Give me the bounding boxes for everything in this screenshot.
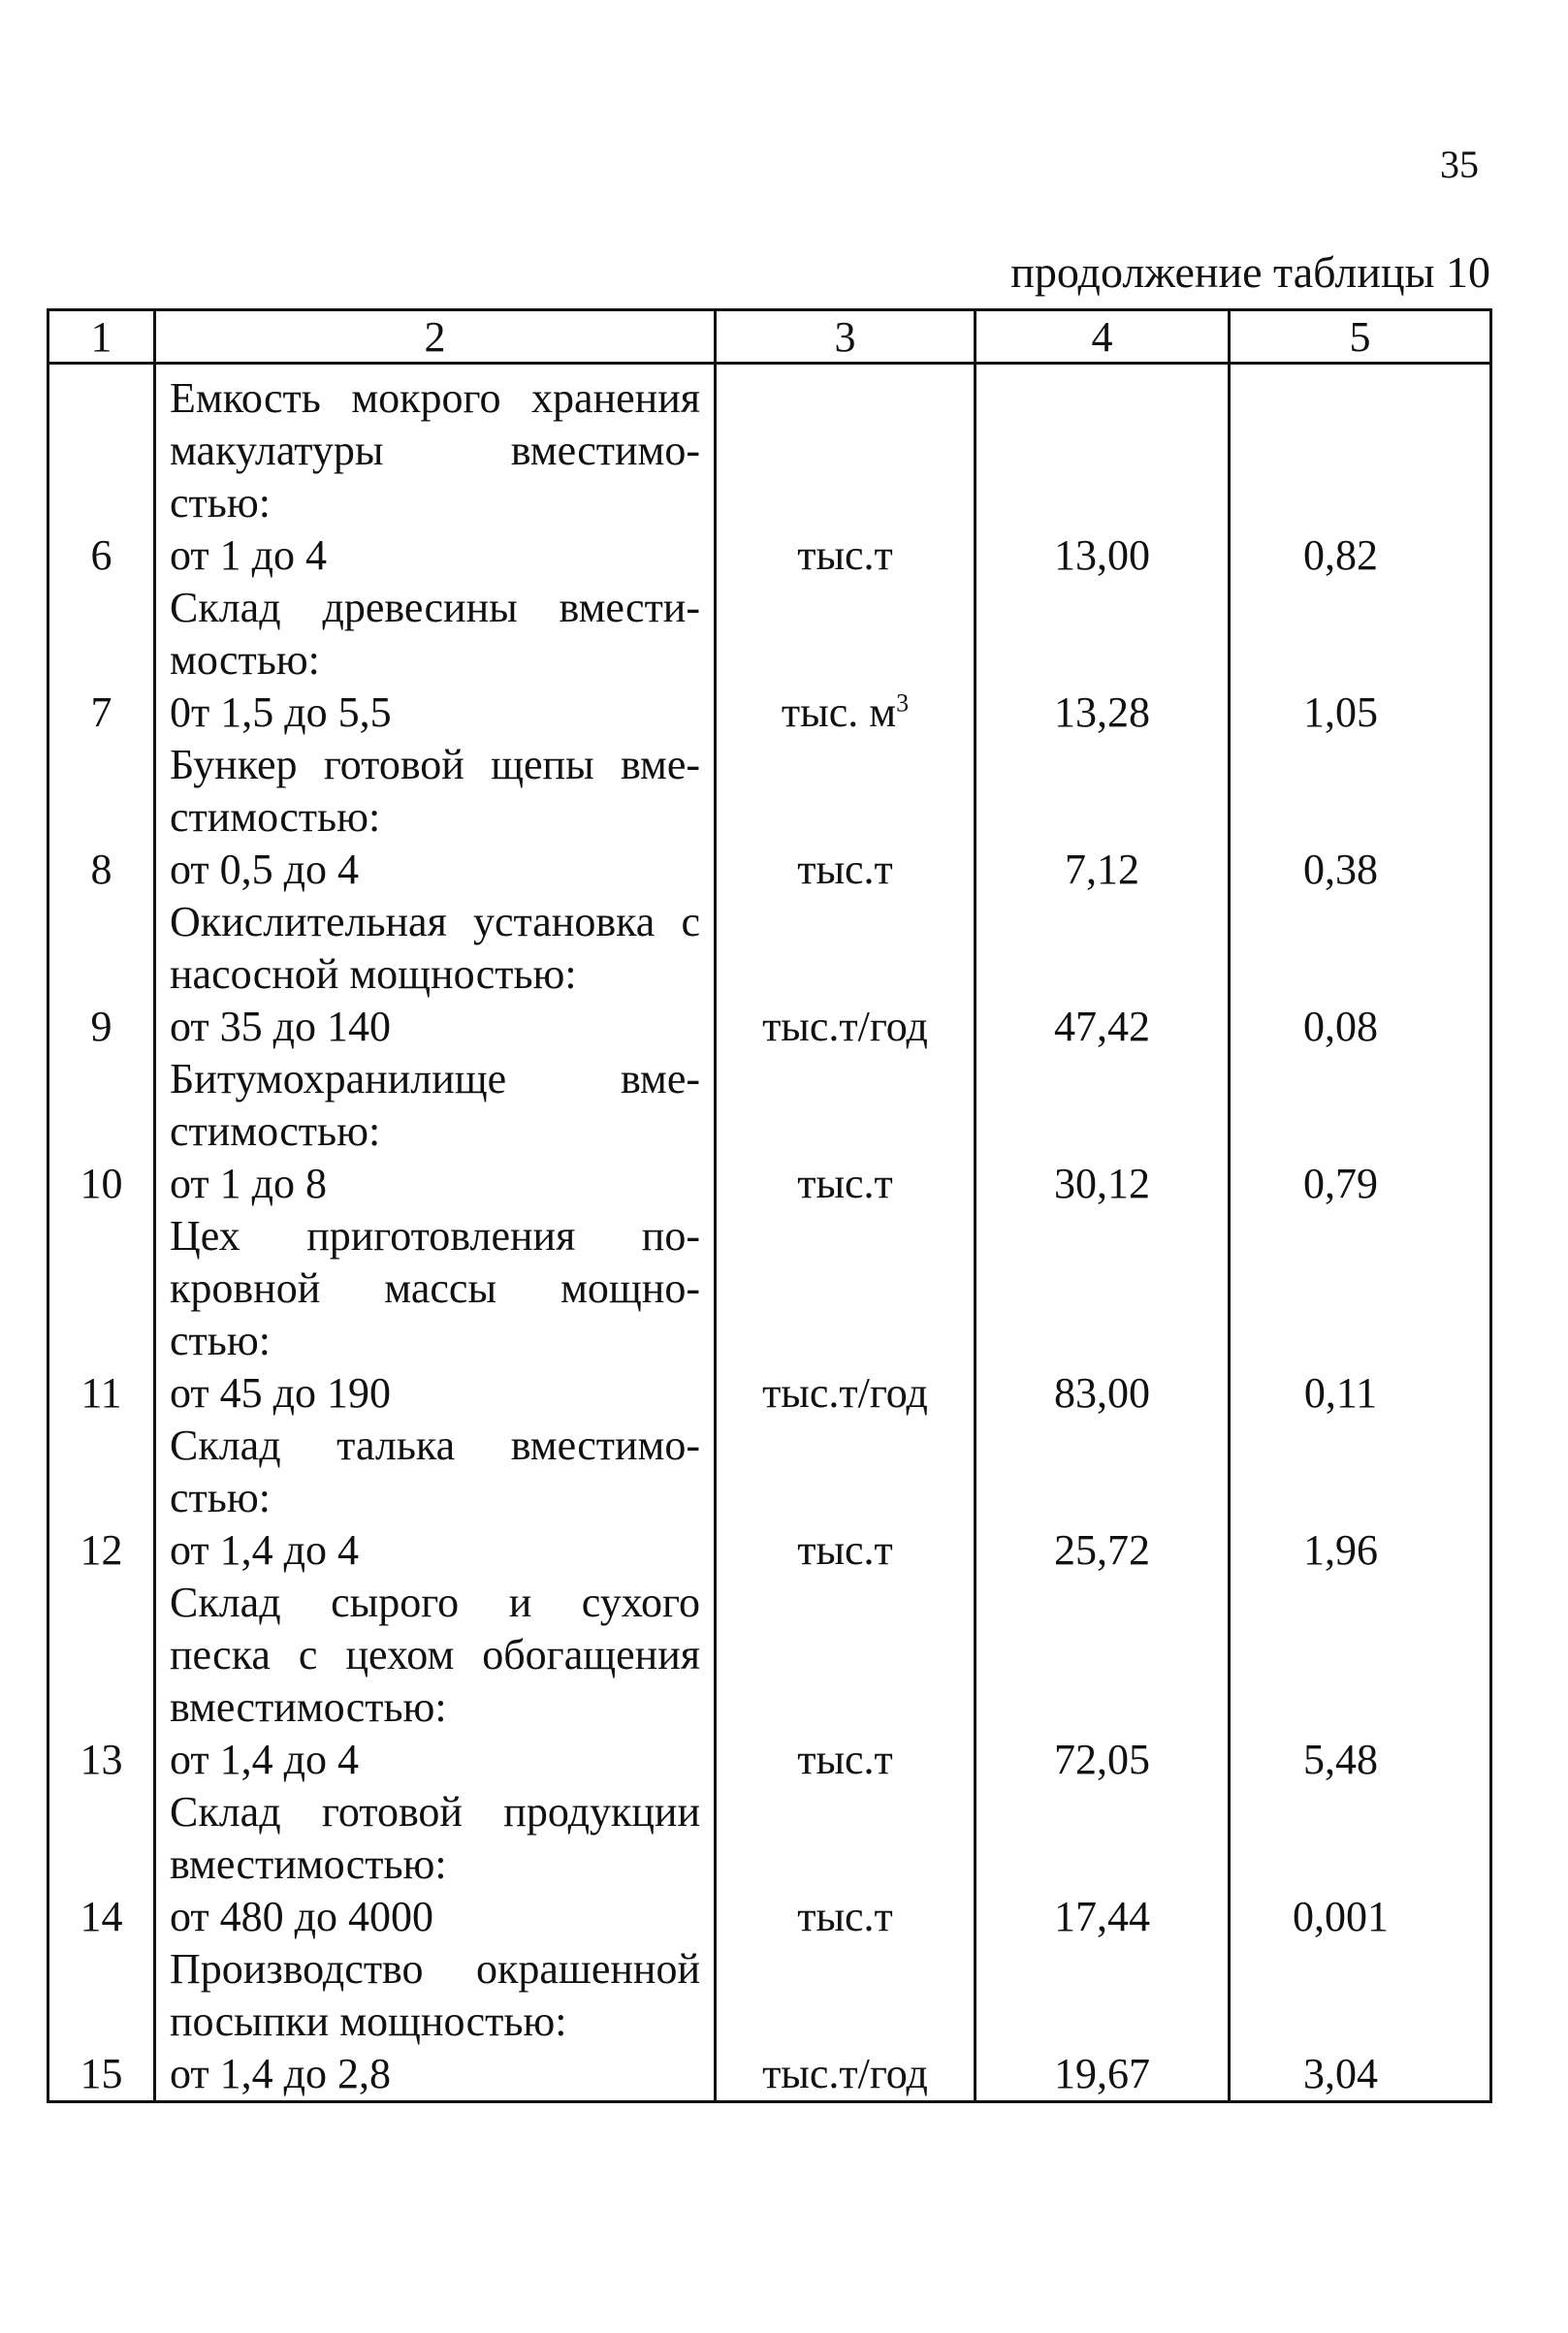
description-line: песка с цехом обогащения <box>170 1631 700 1678</box>
value-col4: 13,00 <box>976 372 1230 582</box>
row-description <box>155 1210 716 1420</box>
table-row <box>48 1420 1491 1577</box>
row-number: 9 <box>48 896 155 1053</box>
row-description <box>155 582 716 739</box>
row-number: 14 <box>48 1786 155 1943</box>
header-cell: 5 <box>1230 310 1491 364</box>
row-description <box>155 896 716 1053</box>
value-col4: 25,72 <box>976 1420 1230 1577</box>
description-line: от 45 до 190 <box>170 1369 392 1417</box>
unit-cell <box>716 1210 976 1420</box>
description-line: Битумохранилище вме- <box>170 1055 700 1103</box>
table-row <box>48 896 1491 1053</box>
description-line: насосной мощностью: <box>170 950 577 998</box>
unit-cell <box>716 896 976 1053</box>
unit-text: тыс.т/год <box>762 2050 928 2097</box>
value-col5: 0,79 <box>1230 1053 1491 1210</box>
unit-text: тыс.т <box>797 531 893 579</box>
description-line: стью: <box>170 1317 271 1364</box>
description-line: от 1,4 до 2,8 <box>170 2050 392 2097</box>
description-line: от 1,4 до 4 <box>170 1526 360 1574</box>
description-line: Окислительная установка с <box>170 898 700 945</box>
description-line: посыпки мощностью: <box>170 1997 567 2045</box>
unit-cell <box>716 372 976 582</box>
description-line: стимостью: <box>170 1107 381 1155</box>
header-row <box>48 310 1491 364</box>
value-col5: 1,05 <box>1230 582 1491 739</box>
table-row <box>48 582 1491 739</box>
unit-text: тыс.т <box>797 1736 893 1783</box>
header-cell: 1 <box>48 310 155 364</box>
unit-cell <box>716 1420 976 1577</box>
row-number: 7 <box>48 582 155 739</box>
row-description <box>155 372 716 582</box>
value-col5: 0,001 <box>1230 1786 1491 1943</box>
table-row <box>48 1053 1491 1210</box>
row-number: 6 <box>48 372 155 582</box>
header-cell: 4 <box>976 310 1230 364</box>
unit-text: тыс.т/год <box>762 1003 928 1050</box>
row-number: 15 <box>48 1943 155 2102</box>
description-line: Производство окрашенной <box>170 1945 700 1993</box>
description-line: от 0,5 до 4 <box>170 846 360 893</box>
table-row <box>48 372 1491 582</box>
description-line: Склад древесины вмести- <box>170 584 700 631</box>
description-line: от 1 до 4 <box>170 531 328 579</box>
value-col5: 0,38 <box>1230 739 1491 896</box>
unit-cell <box>716 1786 976 1943</box>
value-col4: 72,05 <box>976 1577 1230 1786</box>
description-line: Емкость мокрого хранения <box>170 374 700 422</box>
header-gap <box>48 364 1491 373</box>
value-col5: 1,96 <box>1230 1420 1491 1577</box>
row-description <box>155 1577 716 1786</box>
value-col4: 19,67 <box>976 1943 1230 2102</box>
description-line: стью: <box>170 479 271 527</box>
value-col5: 0,08 <box>1230 896 1491 1053</box>
data-table <box>47 308 1492 2103</box>
row-number: 8 <box>48 739 155 896</box>
value-col5: 0,82 <box>1230 372 1491 582</box>
page-number: 35 <box>1440 143 1479 186</box>
table-caption: продолжение таблицы 10 <box>1010 247 1490 297</box>
unit-text: тыс.т <box>797 1526 893 1574</box>
unit-superscript: 3 <box>896 688 910 718</box>
description-line: Склад сырого и сухого <box>170 1579 700 1626</box>
row-number: 13 <box>48 1577 155 1786</box>
description-line: Склад готовой продукции <box>170 1788 700 1836</box>
description-line: Бункер готовой щепы вме- <box>170 741 700 788</box>
row-description <box>155 1786 716 1943</box>
unit-text: тыс.т <box>797 1893 893 1940</box>
description-line: стимостью: <box>170 793 381 841</box>
description-line: кровной массы мощно- <box>170 1264 700 1312</box>
description-line: от 1,4 до 4 <box>170 1736 360 1783</box>
value-col4: 13,28 <box>976 582 1230 739</box>
value-col5: 5,48 <box>1230 1577 1491 1786</box>
table-row <box>48 1210 1491 1420</box>
description-line: 0т 1,5 до 5,5 <box>170 688 392 736</box>
value-col4: 47,42 <box>976 896 1230 1053</box>
description-line: стью: <box>170 1474 271 1521</box>
unit-cell <box>716 1577 976 1786</box>
description-line: мостью: <box>170 636 320 684</box>
unit-text: тыс.т/год <box>762 1369 928 1417</box>
table-row <box>48 1943 1491 2102</box>
header-cell: 3 <box>716 310 976 364</box>
value-col4: 17,44 <box>976 1786 1230 1943</box>
table-row <box>48 1577 1491 1786</box>
row-number: 11 <box>48 1210 155 1420</box>
value-col4: 30,12 <box>976 1053 1230 1210</box>
unit-cell <box>716 582 976 739</box>
description-line: вместимостью: <box>170 1840 447 1888</box>
table-row <box>48 1786 1491 1943</box>
row-description <box>155 1420 716 1577</box>
table-row <box>48 739 1491 896</box>
value-col4: 7,12 <box>976 739 1230 896</box>
unit-cell <box>716 739 976 896</box>
unit-cell <box>716 1053 976 1210</box>
unit-text: тыс. м <box>781 688 897 736</box>
description-line: от 1 до 8 <box>170 1160 328 1207</box>
description-line: от 35 до 140 <box>170 1003 392 1050</box>
row-number: 10 <box>48 1053 155 1210</box>
row-description <box>155 739 716 896</box>
description-line: вместимостью: <box>170 1683 447 1731</box>
description-line: Цех приготовления по- <box>170 1212 700 1260</box>
description-line: от 480 до 4000 <box>170 1893 434 1940</box>
unit-text: тыс.т <box>797 846 893 893</box>
description-line: Склад талька вместимо- <box>170 1422 700 1469</box>
unit-cell <box>716 1943 976 2102</box>
row-description <box>155 1943 716 2102</box>
row-description <box>155 1053 716 1210</box>
value-col5: 3,04 <box>1230 1943 1491 2102</box>
description-line: макулатуры вместимо- <box>170 427 700 474</box>
header-cell: 2 <box>155 310 716 364</box>
row-number: 12 <box>48 1420 155 1577</box>
unit-text: тыс.т <box>797 1160 893 1207</box>
value-col5: 0,11 <box>1230 1210 1491 1420</box>
value-col4: 83,00 <box>976 1210 1230 1420</box>
